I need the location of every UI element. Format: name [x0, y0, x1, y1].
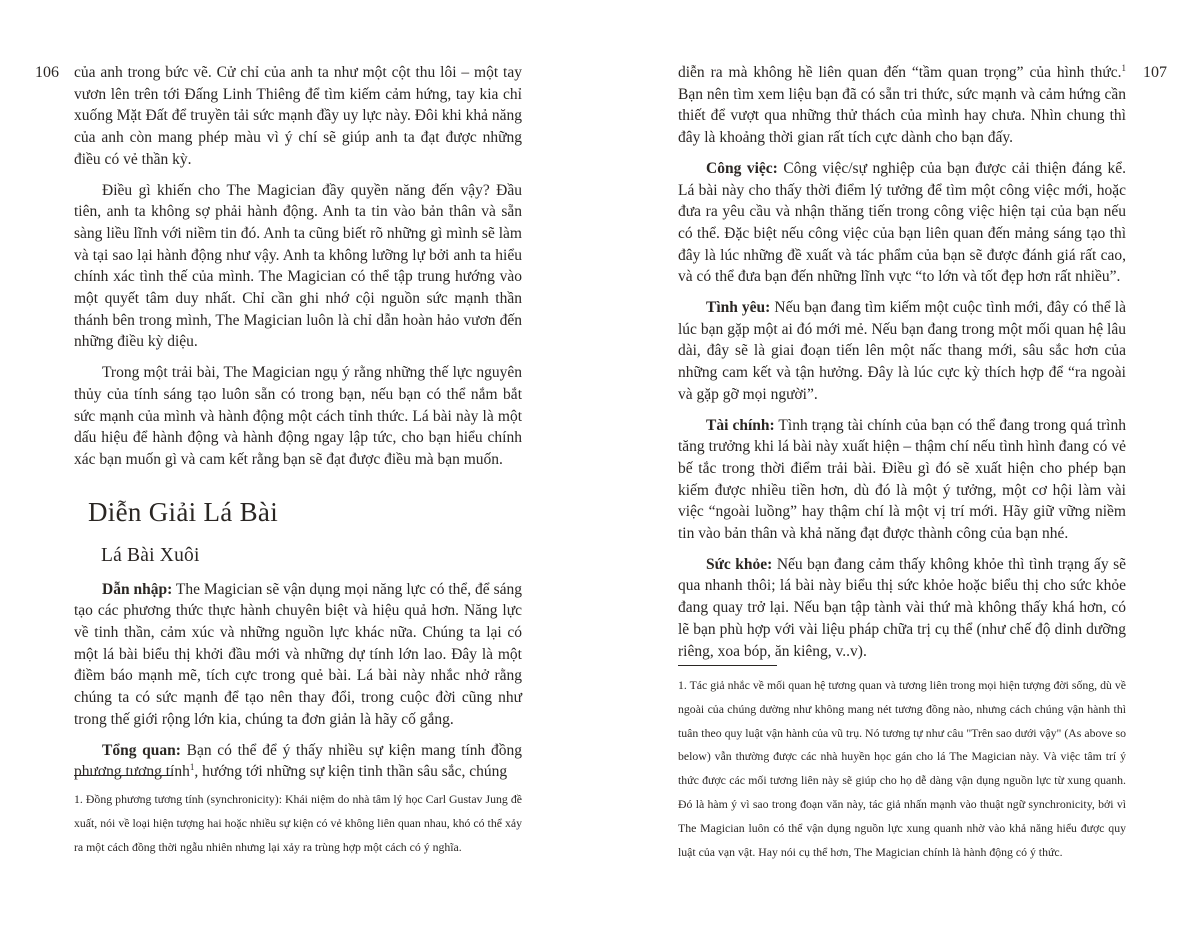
page-number: 107	[1143, 64, 1167, 81]
right-page	[600, 0, 1200, 943]
work-paragraph	[678, 158, 1126, 288]
work-label: Công việc:	[706, 159, 778, 177]
overview-text-cont: , hướng tới những sự kiện tinh thần sâu sắc, chúng	[194, 763, 508, 781]
overview-text: Bạn có thể để ý thấy nhiều sự kiện mang tính đồng phương tương tính	[74, 741, 523, 781]
health-paragraph	[678, 554, 1126, 663]
overview-label: Tổng quan:	[102, 741, 181, 759]
footnote-ref: 1	[1121, 62, 1126, 73]
footnote-rule	[74, 775, 173, 776]
health-label: Sức khỏe:	[706, 555, 773, 573]
intro-label: Dẫn nhập:	[102, 580, 173, 598]
health-text: Nếu bạn đang cảm thấy không khỏe thì tình trạng ấy sẽ qua nhanh thôi; lá bài này biểu thị sức khỏe hoặc biểu thị cho sức khỏe đang quay trở lại. Nếu bạn tập tành vài thứ mà không thấy khá hơn, có lẽ bạn phù hợp với vài liệu pháp chữa trị cụ thể (như chế độ dinh dưỡng riêng, xoa bóp, ăn kiêng, v..v).	[678, 555, 1126, 660]
paragraph	[678, 62, 1126, 149]
love-paragraph	[678, 297, 1126, 406]
right-text-column	[678, 62, 1126, 671]
footnote: 1. Tác giả nhắc về mối quan hệ tương quan và tương liên trong mọi hiện tượng đời sống, dù về ngoài của chúng dường như không mang nét tương đồng nào, nhưng cách chúng vận hành thì tuân theo quy luật vận hành của vũ trụ. Nó tương tự như câu "Trên sao dưới vậy" (As above so below) vẫn thường được các nhà huyền học gán cho lá The Magician này. Và việc tâm trí ý thức được các mối tương liên này sẽ giúp cho họ dễ dàng vận dụng nguồn lực từ xung quanh. Đó là hàm ý vì sao trong đoạn văn này, tác giả nhấn mạnh vào thuật ngữ synchronicity, bởi vì The Magician luôn có thể vận dụng nguồn lực xung quanh nhờ vào khả năng hiểu được quy luật của vạn vật. Hay nói cụ thể hơn, The Magician chính là hành động có ý thức.	[678, 678, 1126, 859]
opening-text: diễn ra mà không hề liên quan đến “tầm quan trọng” của hình thức.	[678, 64, 1122, 81]
work-text: Công việc/sự nghiệp của bạn được cải thiện đáng kể. Lá bài này cho thấy thời điểm lý tưởng để tìm một công việc mới, hoặc đưa ra yêu cầu và nhận thăng tiến trong công việc hiện tại của bạn nếu có thể. Đặc biệt nếu công việc của bạn liên quan đến mảng sáng tạo thì đây là lúc những đề xuất và tác phẩm của bạn sẽ được đánh giá rất cao, và có thể đưa bạn đến những lĩnh vực “to lớn và tốt đẹp hơn rất nhiều”.	[678, 159, 1127, 286]
paragraph: Điều gì khiến cho The Magician đầy quyền năng đến vậy? Đầu tiên, anh ta không sợ phải hành động. Anh ta tin vào bản thân và sẵn sàng liều lĩnh với niềm tin đó. Anh ta cũng biết rõ những gì mình sẽ làm và tại sao lại hành động như vậy. Anh ta không lưỡng lự bởi anh ta hiểu chính xác tình thế của mình. The Magician có thể tập trung hướng vào một quyết tâm duy nhất. Chỉ cần ghi nhớ cội nguồn sức mạnh thần thánh bên trong mình, The Magician luôn là chỉ dẫn hoàn hảo vươn đến những điều kỳ diệu.	[74, 181, 522, 351]
intro-paragraph	[74, 579, 522, 731]
finance-paragraph	[678, 415, 1126, 545]
footnote-rule	[678, 665, 777, 666]
finance-label: Tài chính:	[706, 416, 775, 434]
footnote: 1. Đồng phương tương tính (synchronicity): Khái niệm do nhà tâm lý học Carl Gustav Jung đề xuất, nói về loại hiện tượng hai hoặc nhiều sự kiện có vẻ không liên quan nhau, khó có thể xảy ra một cách đồng thời ngẫu nhiên nhưng lại xảy ra trùng hợp một cách có ý nghĩa.	[74, 792, 522, 854]
finance-text: Tình trạng tài chính của bạn có thể đang trong quá trình tăng trưởng khi lá bài này xuất hiện – thậm chí nếu tình hình đang có vẻ bế tắc trong thời điểm trải bài. Điều gì đó sẽ xuất hiện cho phép bạn kiếm được nhiều tiền hơn, dù đó là một ý tưởng, một cơ hội làm vài việc “ngoài luồng” hay thậm chí là một vị trí mới. Hãy giữ vững niềm tin vào bản thân và khả năng đạt được thành công của bạn nhé.	[678, 416, 1126, 543]
love-text: Nếu bạn đang tìm kiếm một cuộc tình mới, đây có thể là lúc bạn gặp một ai đó mới mẻ. Nếu bạn đang trong một mối quan hệ lâu dài, đây sẽ là giai đoạn tiến lên một nấc thang mới, sâu sắc hơn của những cam kết và tận hưởng. Đây là lúc cực kỳ thích hợp để “ra ngoài và gặp gỡ mọi người”.	[678, 299, 1126, 403]
paragraph: của anh trong bức vẽ. Cử chỉ của anh ta như một cột thu lôi – một tay vươn lên trên tới Đấng Linh Thiêng để tìm kiếm cảm hứng, tay kia chỉ xuống Mặt Đất để truyền tải sức mạnh đầy uy lực này. Đôi khi khả năng của anh còn mang phép màu vì ý chí sẽ giúp anh ta đạt được những điều có vẻ thần kỳ.	[74, 64, 522, 168]
opening-rest: Bạn nên tìm xem liệu bạn đã có sẵn tri thức, sức mạnh và cảm hứng cần thiết để vượt qua những thử thách của mình hay chưa. Nhìn chung thì đây là khoảng thời gian rất tích cực dành cho bạn đấy.	[678, 85, 1126, 147]
footnote-ref: 1	[189, 762, 195, 773]
intro-text: The Magician sẽ vận dụng mọi năng lực có thể, để sáng tạo các phương thức thực hành chuyên biệt và hiệu quả hơn. Năng lực về tinh thần, cảm xúc và những nguồn lực khác nữa. Chúng ta lại có một lá bài biểu thị khởi đầu mới và những dự tính lớn lao. Đây là một điềm báo mạnh mẽ, tích cực trong quẻ bài. Lá bài này nhắc nhở rằng chúng ta có sức mạnh để tạo nên thay đổi, trong cuộc đời cũng như trong thế giới rộng lớn kia, chúng ta đơn giản là hãy cố gắng.	[74, 580, 522, 728]
overview-paragraph	[74, 740, 522, 783]
left-text-column	[74, 62, 522, 792]
subsection-heading: Lá Bài Xuôi	[101, 544, 200, 566]
love-label: Tình yêu:	[706, 299, 771, 317]
paragraph: Trong một trải bài, The Magician ngụ ý rằng những thế lực nguyên thủy của tính sáng tạo luôn sẵn có trong bạn, nếu bạn có thể nắm bắt sức mạnh của mình và hành động một cách tỉnh thức. Lá bài này là một dấu hiệu để hành động và hành động ngay lập tức, cho bạn hiểu chính xác bạn muốn gì và cam kết rằng bạn sẽ đạt được điều mà bạn muốn.	[74, 364, 522, 468]
page-number: 106	[35, 64, 59, 81]
section-heading: Diễn Giải Lá Bài	[88, 496, 278, 527]
